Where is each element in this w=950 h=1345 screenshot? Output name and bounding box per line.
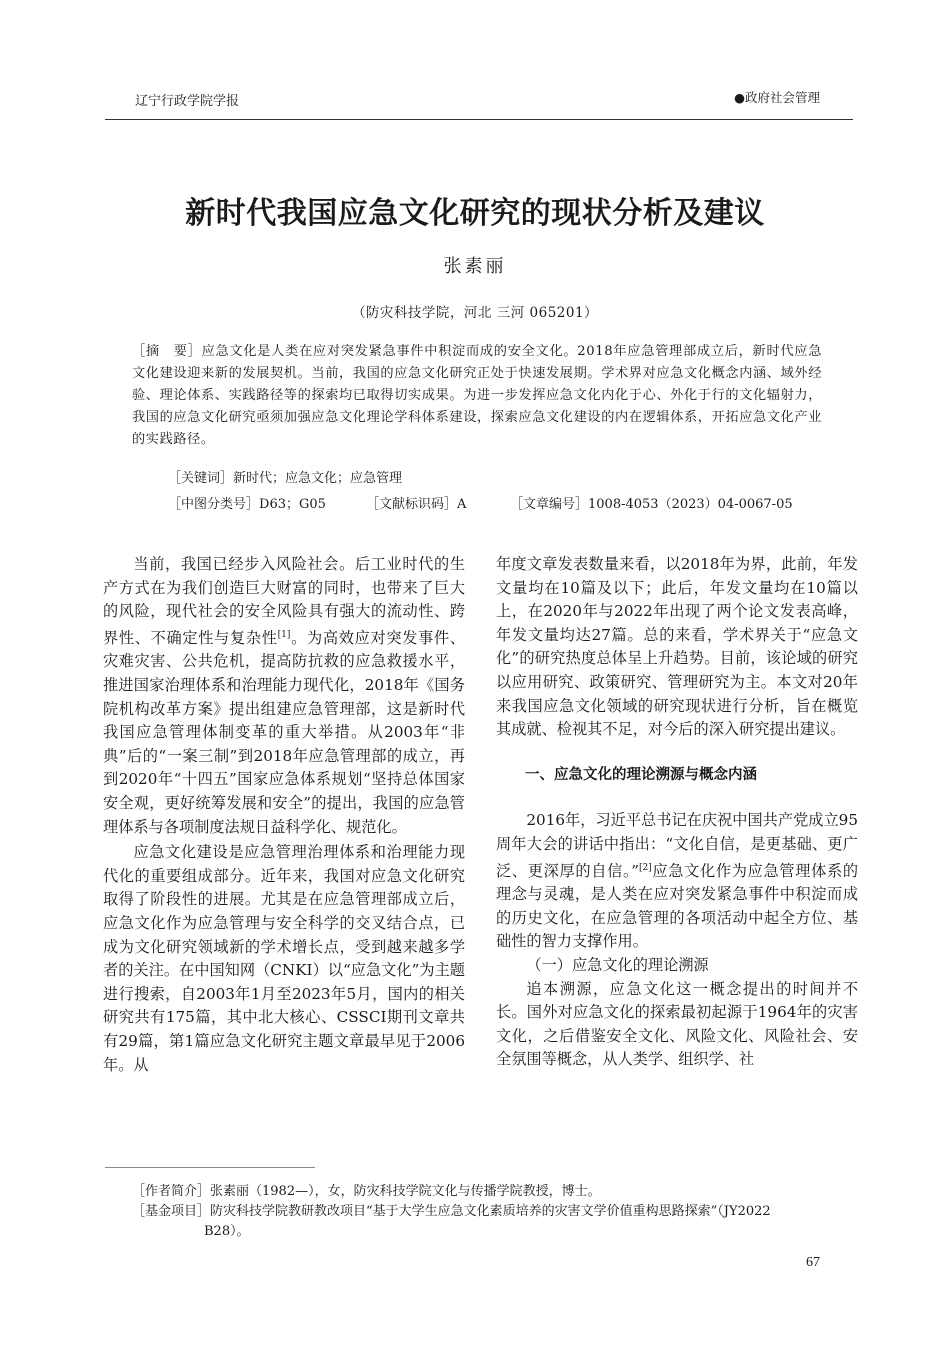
citation-ref: [2] [638,862,652,873]
citation-ref: [1] [277,629,291,640]
abstract-label: ［摘 要］ [132,344,202,359]
section-label: ●政府社会管理 [734,90,820,105]
article-id-label: ［文章编号］ [510,497,589,512]
journal-name: 辽宁行政学院学报 [135,94,240,109]
body-paragraph: 年度文章发表数量来看，以2018年为界，此前，年发文量均在10篇及以下；此后，年发文量均在10篇以上，在2020年与2022年出现了两个论文发表高峰，年发文量均达27篇。总的来看，学术界关于“应急文化”的研究热度总体呈上升趋势。目前，该论域的研究以应用研究、政策研究、管理研究为主。本文对20年来我国应急文化领域的研究现状进行分析，旨在概览其成就、检视其不足，对今后的深入研究提出建议。 [496,555,858,739]
keywords-label: ［关键词］ [168,471,234,486]
doc-code-value: A [457,497,467,512]
affiliation: （防灾科技学院，河北 三河 065201） [351,305,599,321]
article-id [510,493,793,512]
abstract-text: 应急文化是人类在应对突发紧急事件中积淀而成的安全文化。2018年应急管理部成立后，新时代应急文化建设迎来新的发展契机。当前，我国的应急文化研究正处于快速发展期。学术界对应急文化概念内涵、域外经验、理论体系、实践路径等的探索均已取得切实成果。为进一步发挥应急文化内化于心、外化于行的文化辐射力，我国的应急文化研究亟须加强应急文化理论学科体系建设，探索应急文化建设的内在逻辑体系，开拓应急文化产业的实践路径。 [132,344,822,447]
clc-value: D63；G05 [259,497,326,512]
footnotes [132,1182,852,1242]
page-number: 67 [806,1255,820,1270]
doc-code-label: ［文献标识码］ [366,497,458,512]
subsection-heading: （一）应急文化的理论溯源 [526,955,709,974]
section-heading: 一、应急文化的理论溯源与概念内涵 [525,766,757,783]
body-paragraph: 2016年，习近平总书记在庆祝中国共产党成立95周年大会的讲话中指出：“文化自信，是更基础、更广泛、更深厚的自信。”[2]应急文化作为应急管理体系的理念与灵魂，是人类在应对突发紧急事件中积淀而成的历史文化，在应急管理的各项活动中起全方位、基础性的智力支撑作用。 [496,811,859,951]
footnote-divider [105,1167,315,1168]
body-paragraph: 应急文化建设是应急管理治理体系和治理能力现代化的重要组成部分。近年来，我国对应急文化研究取得了阶段性的进展。尤其是在应急管理部成立后，应急文化作为应急管理与安全科学的交叉结合点，已成为文化研究领域新的学术增长点，受到越来越多学者的关注。在中国知网（CNKI）以“应急文化”为主题进行搜索，自2003年1月至2023年5月，国内的相关研究共有175篇，其中北大核心、CSSCI期刊文章共有29篇，第1篇应急文化研究主题文章最早见于2006年。从 [103,843,465,1074]
funding-note-cont: B28）。 [204,1224,250,1239]
body-paragraph: 当前，我国已经步入风险社会。后工业时代的生产方式在为我们创造巨大财富的同时，也带来了巨大的风险，现代社会的安全风险具有强大的流动性、跨界性、不确定性与复杂性[1]。为高效应对突发事件、灾难灾害、公共危机，提高防抗救的应急救援水平，推进国家治理体系和治理能力现代化，2018年《国务院机构改革方案》提出组建应急管理部，这是新时代我国应急管理体制变革的重大举措。从2003年“非典”后的“一案三制”到2018年应急管理部的成立，再到2020年“十四五”国家应急体系规划“坚持总体国家安全观，更好统筹发展和安全”的提出，我国的应急管理体系与各项制度法规日益科学化、规范化。 [103,555,465,836]
document-code [366,493,466,512]
header-divider [105,119,853,120]
author-bio: ［作者简介］张素丽（1982—），女，防灾科技学院文化与传播学院教授，博士。 [132,1184,601,1199]
author-name: 张素丽 [443,256,507,277]
keywords-text: 新时代；应急文化；应急管理 [233,471,403,486]
body-paragraph: 追本溯源，应急文化这一概念提出的时间并不长。国外对应急文化的探索最初起源于1964年的灾害文化，之后借鉴安全文化、风险文化、风险社会、安全氛围等概念，从人类学、组织学、社 [496,979,858,1069]
keywords [168,467,402,486]
left-column [103,553,465,1077]
clc-number [168,493,326,512]
clc-label: ［中图分类号］ [168,497,260,512]
article-id-value: 1008-4053（2023）04-0067-05 [588,497,793,512]
funding-note: ［基金项目］防灾科技学院教研教改项目“基于大学生应急文化素质培养的灾害文学价值重构思路探索”（JY2022 [132,1204,771,1219]
right-column [496,553,858,1072]
paper-title: 新时代我国应急文化研究的现状分析及建议 [185,196,765,231]
abstract [132,341,822,451]
